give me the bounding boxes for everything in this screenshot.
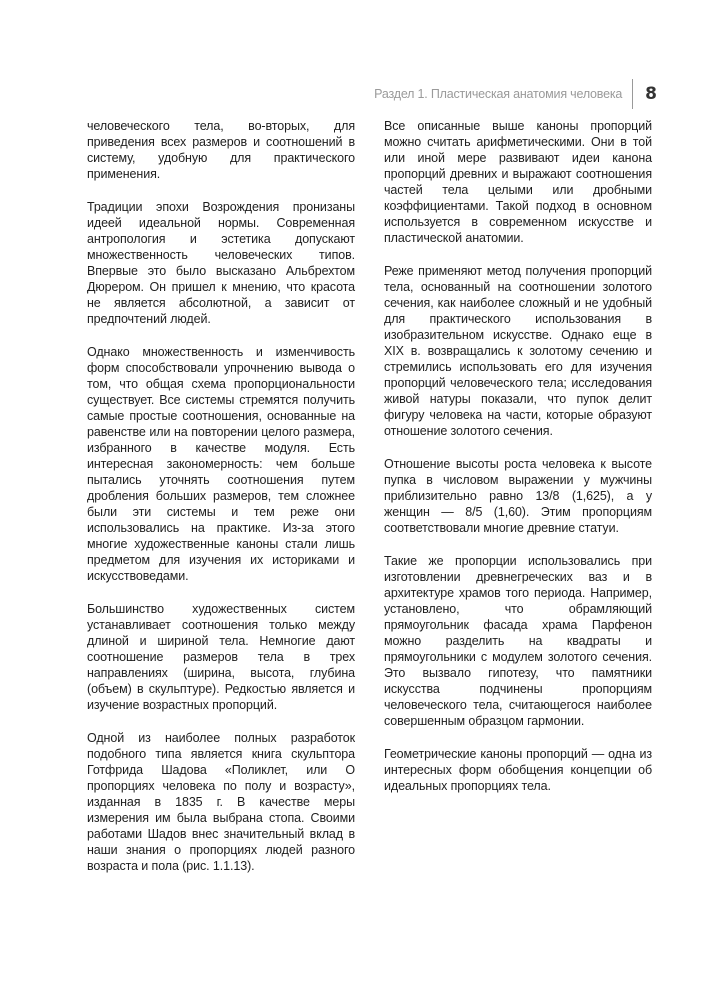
running-header: [374, 79, 657, 109]
right-column: [384, 118, 652, 811]
paragraph: Геометрические каноны пропорций — одна из интересных форм обобщения концепции об идеальных пропорциях тела.: [384, 747, 652, 793]
section-title: Раздел 1. Пластическая анатомия человека: [374, 87, 623, 101]
paragraph: Большинство художественных систем устанавливает соотношения только между длиной и шириной тела. Немногие дают соотношение размеров тела в трех направлениях (ширина, высота, глубина (объем) в скульптуре). Редкостью является и изучение возрастных пропорций.: [87, 602, 355, 712]
left-column: [87, 118, 355, 891]
paragraph: человеческого тела, во-вторых, для приведения всех размеров и соотношений в систему, удобную для практического применения.: [87, 119, 355, 181]
page-number: 8: [645, 84, 657, 104]
paragraph: Все описанные выше каноны пропорций можно считать арифметическими. Они в той или иной мере развивают идеи канона пропорций древних и выражают соотношения частей тела целыми или дробными коэффициентами. Такой подход в основном используется в современном искусстве и пластической анатомии.: [384, 119, 652, 245]
paragraph: Традиции эпохи Возрождения пронизаны идеей идеальной нормы. Современная антропология и эстетика допускают множественность человеческих типов. Впервые это было высказано Альбрехтом Дюрером. Он пришел к мнению, что красота не является абсолютной, а зависит от предпочтений людей.: [87, 200, 355, 326]
paragraph: Однако множественность и изменчивость форм способствовали упрочнению вывода о том, что общая схема пропорциональности существует. Все системы стремятся получить самые простые соотношения, основанные на равенстве или на повторении целого размера, избранного в качестве модуля. Есть интересная закономерность: чем больше пытались уточнять соотношения путем дробления больших размеров, тем сложнее были эти системы и тем реже они использовались на практике. Из-за этого многие художественные каноны стали лишь предметом для изучения их историками и искусствоведами.: [87, 345, 355, 583]
header-divider: [632, 79, 633, 109]
paragraph: Одной из наиболее полных разработок подобного типа является книга скульптора Готфрида Шадова «Поликлет, или О пропорциях человека по полу и возрасту», изданная в 1835 г. В качестве меры измерения им была выбрана стопа. Своими работами Шадов внес значительный вклад в наши знания о пропорциях людей разного возраста и пола (рис. 1.1.13).: [87, 731, 355, 873]
paragraph: Такие же пропорции использовались при изготовлении древнегреческих ваз и в архитектуре храмов того периода. Например, установлено, что обрамляющий прямоугольник фасада храма Парфенон можно разделить на квадраты и прямоугольники с модулем золотого сечения. Это вызвало гипотезу, что памятники искусства подчинены пропорциям человеческого тела, считающегося наиболее совершенным образцом гармонии.: [384, 554, 652, 728]
paragraph: Реже применяют метод получения пропорций тела, основанный на соотношении золотого сечения, как наиболее сложный и не удобный для практического использования в изобразительном искусстве. Однако еще в XIX в. возвращались к золотому сечению и стремились использовать его для изучения пропорций человеческого тела; исследования живой натуры показали, что пупок делит фигуру человека на части, которые образуют отношение золотого сечения.: [384, 264, 652, 438]
paragraph: Отношение высоты роста человека к высоте пупка в числовом выражении у мужчины приблизительно равно 13/8 (1,625), а у женщин — 8/5 (1,60). Этим пропорциям соответствовали многие древние статуи.: [384, 457, 652, 535]
